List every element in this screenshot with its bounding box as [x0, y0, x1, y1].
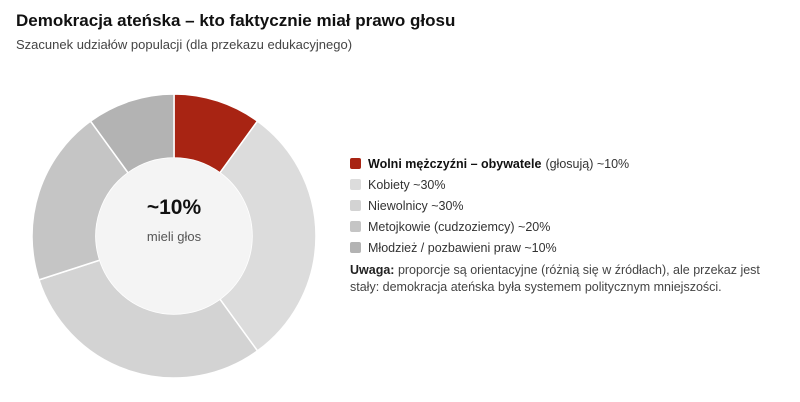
- legend-item-metics: [350, 216, 629, 237]
- legend-item-slaves: [350, 195, 629, 216]
- legend-item-citizens: [350, 153, 629, 174]
- legend-label-youth: Młodzież / pozbawieni praw ~10%: [368, 240, 557, 255]
- chart-title: Demokracja ateńska – kto faktycznie miał prawo głosu: [16, 11, 456, 30]
- legend-swatch-women: [350, 179, 361, 190]
- legend-label-citizens: Wolni mężczyźni – obywatele: [368, 156, 542, 171]
- legend-item-youth: [350, 237, 629, 258]
- legend-swatch-metics: [350, 221, 361, 232]
- legend-label-metics: Metojkowie (cudzoziemcy) ~20%: [368, 219, 551, 234]
- legend-label-citizens-suffix: (głosują) ~10%: [545, 156, 630, 171]
- donut-center-label: mieli głos: [146, 229, 202, 244]
- legend-item-women: [350, 174, 629, 195]
- legend-swatch-youth: [350, 242, 361, 253]
- donut-center-value: ~10%: [146, 196, 202, 219]
- chart-subtitle: Szacunek udziałów populacji (dla przekazu edukacyjnego): [16, 37, 353, 52]
- donut-chart: [0, 0, 353, 402]
- note-label: Uwaga:: [350, 263, 395, 277]
- legend-swatch-citizens: [350, 158, 361, 169]
- legend-swatch-slaves: [350, 200, 361, 211]
- chart-note: [350, 262, 790, 296]
- legend-label-women: Kobiety ~30%: [368, 177, 446, 192]
- legend-label-slaves: Niewolnicy ~30%: [368, 198, 464, 213]
- chart-legend: [350, 153, 629, 258]
- note-text: proporcje są orientacyjne (różnią się w źródłach), ale przekaz jest stały: demokracja ateńska była systemem politycznym mniejszości.: [350, 263, 760, 294]
